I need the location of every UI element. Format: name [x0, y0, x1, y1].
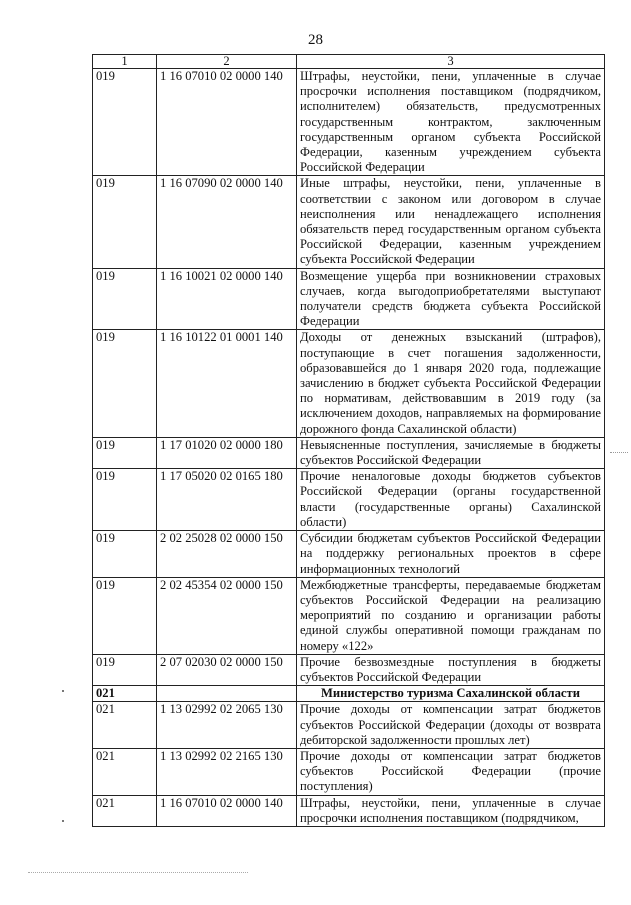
admin-code-cell: 019 — [93, 268, 157, 330]
table-body — [93, 69, 605, 827]
revenue-code-cell: 1 16 10122 01 0001 140 — [157, 330, 297, 437]
revenue-code-cell: 1 16 07010 02 0000 140 — [157, 795, 297, 826]
table-row — [93, 330, 605, 437]
table-header-row — [93, 55, 605, 69]
table-row — [93, 469, 605, 531]
admin-code-cell: 021 — [93, 795, 157, 826]
revenue-code-cell: 1 17 05020 02 0165 180 — [157, 469, 297, 531]
admin-code-cell: 019 — [93, 469, 157, 531]
column-header-2: 2 — [157, 55, 297, 69]
description-cell: Штрафы, неустойки, пени, уплаченные в случае просрочки исполнения поставщиком (подрядчиком, исполнителем) обязательств, предусмотренных государственным контрактом, заключенным государственным органом субъекта Российской Федерации, казенным учреждением субъекта Российской Федерации — [297, 69, 605, 176]
column-header-1: 1 — [93, 55, 157, 69]
description-cell: Прочие доходы от компенсации затрат бюджетов субъектов Российской Федерации (доходы от возврата дебиторской задолженности прошлых лет) — [297, 702, 605, 749]
admin-code-cell: 019 — [93, 577, 157, 654]
table-row — [93, 577, 605, 654]
ministry-header-row — [93, 686, 605, 702]
table-row — [93, 654, 605, 685]
table-row — [93, 531, 605, 578]
revenue-code-cell: 1 16 07090 02 0000 140 — [157, 176, 297, 268]
table-row — [93, 268, 605, 330]
revenue-code-cell: 1 17 01020 02 0000 180 — [157, 437, 297, 468]
table-row — [93, 176, 605, 268]
admin-code-cell: 019 — [93, 330, 157, 437]
description-cell: Межбюджетные трансферты, передаваемые бюджетам субъектов Российской Федерации на реализацию мероприятий по созданию и организации работы единой службы оперативной помощи гражданам по номеру «122» — [297, 577, 605, 654]
column-header-3: 3 — [297, 55, 605, 69]
table-row — [93, 795, 605, 826]
scan-rule — [28, 872, 248, 873]
admin-code-cell: 019 — [93, 437, 157, 468]
description-cell: Прочие доходы от компенсации затрат бюджетов субъектов Российской Федерации (прочие поступления) — [297, 748, 605, 795]
revenue-code-cell: 1 13 02992 02 2165 130 — [157, 748, 297, 795]
revenue-code-cell: 1 13 02992 02 2065 130 — [157, 702, 297, 749]
scan-speck — [62, 820, 64, 822]
admin-code-cell: 021 — [93, 748, 157, 795]
description-cell: Возмещение ущерба при возникновении страховых случаев, когда выгодоприобретателями выступают получатели средств бюджета субъекта Российской Федерации — [297, 268, 605, 330]
revenue-codes-table — [92, 54, 605, 827]
table-row — [93, 69, 605, 176]
revenue-code-cell — [157, 686, 297, 702]
description-cell: Субсидии бюджетам субъектов Российской Федерации на поддержку региональных проектов в сфере информационных технологий — [297, 531, 605, 578]
scan-mark — [610, 452, 628, 453]
description-cell: Штрафы, неустойки, пени, уплаченные в случае просрочки исполнения поставщиком (подрядчиком, — [297, 795, 605, 826]
description-cell: Иные штрафы, неустойки, пени, уплаченные в соответствии с законом или договором в случае неисполнения или ненадлежащего исполнения обязательств перед государственным органом субъекта Российской Федерации, казенным учреждением субъекта Российской Федерации — [297, 176, 605, 268]
description-cell: Прочие безвозмездные поступления в бюджеты субъектов Российской Федерации — [297, 654, 605, 685]
revenue-code-cell: 2 02 25028 02 0000 150 — [157, 531, 297, 578]
admin-code-cell: 019 — [93, 654, 157, 685]
description-cell: Невыясненные поступления, зачисляемые в бюджеты субъектов Российской Федерации — [297, 437, 605, 468]
revenue-code-cell: 1 16 10021 02 0000 140 — [157, 268, 297, 330]
revenue-code-cell: 1 16 07010 02 0000 140 — [157, 69, 297, 176]
description-cell: Доходы от денежных взысканий (штрафов), поступающие в счет погашения задолженности, образовавшейся до 1 января 2020 года, подлежащие зачислению в бюджет субъекта Российской Федерации по нормативам, действовавшим в 2019 году (за исключением доходов, направляемых на формирование дорожного фонда Сахалинской области) — [297, 330, 605, 437]
table-row — [93, 437, 605, 468]
table-row — [93, 748, 605, 795]
scan-speck — [62, 690, 64, 692]
revenue-code-cell: 2 07 02030 02 0000 150 — [157, 654, 297, 685]
admin-code-cell: 021 — [93, 686, 157, 702]
admin-code-cell: 021 — [93, 702, 157, 749]
description-cell: Прочие неналоговые доходы бюджетов субъектов Российской Федерации (органы государственной власти (государственные органы) Сахалинской области) — [297, 469, 605, 531]
description-cell: Министерство туризма Сахалинской области — [297, 686, 605, 702]
revenue-code-cell: 2 02 45354 02 0000 150 — [157, 577, 297, 654]
admin-code-cell: 019 — [93, 531, 157, 578]
table-row — [93, 702, 605, 749]
admin-code-cell: 019 — [93, 69, 157, 176]
page-number: 28 — [308, 32, 323, 48]
admin-code-cell: 019 — [93, 176, 157, 268]
